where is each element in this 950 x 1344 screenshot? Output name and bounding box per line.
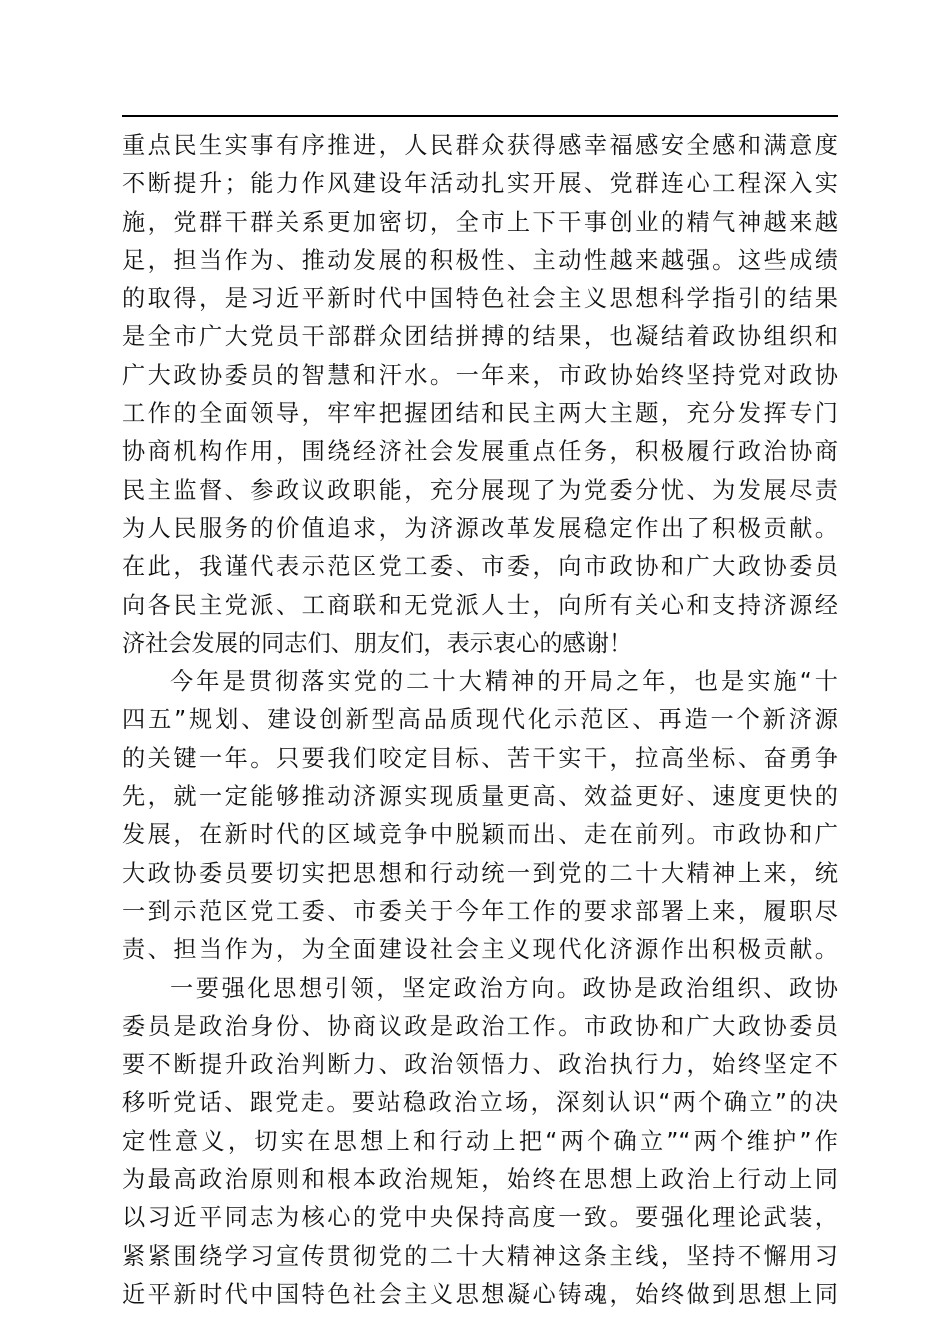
- text-line: 民主监督、参政议政职能，充分展现了为党委分忧、为发展尽责: [122, 476, 838, 504]
- text-line: 的取得，是习近平新时代中国特色社会主义思想科学指引的结果: [122, 285, 838, 313]
- text-line: 发展，在新时代的区域竞争中脱颖而出、走在前列。市政协和广: [122, 821, 838, 849]
- text-line: 以习近平同志为核心的党中央保持高度一致。要强化理论武装，: [122, 1204, 838, 1232]
- text-line: 不断提升；能力作风建设年活动扎实开展、党群连心工程深入实: [122, 170, 838, 198]
- text-line: 近平新时代中国特色社会主义思想凝心铸魂，始终做到思想上同: [122, 1280, 838, 1308]
- text-line: 先，就一定能够推动济源实现质量更高、效益更好、速度更快的: [122, 783, 838, 811]
- text-line: 移听党话、跟党走。要站稳政治立场，深刻认识“两个确立”的决: [122, 1089, 838, 1117]
- text-line: 委员是政治身份、协商议政是政治工作。市政协和广大政协委员: [122, 1012, 838, 1040]
- text-line: 重点民生实事有序推进，人民群众获得感幸福感安全感和满意度: [122, 132, 838, 159]
- text-line: 的关键一年。只要我们咬定目标、苦干实干，拉高坐标、奋勇争: [122, 744, 838, 772]
- text-line: 广大政协委员的智慧和汗水。一年来，市政协始终坚持党对政协: [122, 361, 838, 389]
- text-line: 济社会发展的同志们、朋友们，表示衷心的感谢！: [122, 629, 633, 657]
- text-line: 协商机构作用，围绕经济社会发展重点任务，积极履行政治协商: [122, 438, 838, 466]
- text-line: 施，党群干群关系更加密切，全市上下干事创业的精气神越来越: [122, 208, 838, 236]
- paragraph-first-line: 今年是贯彻落实党的二十大精神的开局之年，也是实施“十: [170, 668, 838, 696]
- text-line: 紧紧围绕学习宣传贯彻党的二十大精神这条主线，坚持不懈用习: [122, 1242, 838, 1270]
- text-line: 定性意义，切实在思想上和行动上把“两个确立”“两个维护”作: [122, 1127, 838, 1155]
- text-line: 一到示范区党工委、市委关于今年工作的要求部署上来，履职尽: [122, 897, 838, 925]
- text-line: 四五”规划、建设创新型高品质现代化示范区、再造一个新济源: [122, 706, 838, 734]
- text-line: 要不断提升政治判断力、政治领悟力、政治执行力，始终坚定不: [122, 1051, 838, 1079]
- text-line: 工作的全面领导，牢牢把握团结和民主两大主题，充分发挥专门: [122, 400, 838, 428]
- text-line: 为最高政治原则和根本政治规矩，始终在思想上政治上行动上同: [122, 1166, 838, 1194]
- document-body: [122, 127, 838, 1314]
- text-line: 在此，我谨代表示范区党工委、市委，向市政协和广大政协委员: [122, 553, 838, 581]
- text-line: 为人民服务的价值追求，为济源改革发展稳定作出了积极贡献。: [122, 514, 838, 542]
- header-rule: [122, 115, 838, 117]
- paragraph-first-line: 一要强化思想引领，坚定政治方向。政协是政治组织、政协: [170, 974, 838, 1002]
- text-line: 向各民主党派、工商联和无党派人士，向所有关心和支持济源经: [122, 591, 838, 619]
- text-line: 足，担当作为、推动发展的积极性、主动性越来越强。这些成绩: [122, 246, 838, 274]
- text-line: 大政协委员要切实把思想和行动统一到党的二十大精神上来，统: [122, 859, 838, 887]
- text-line: 责、担当作为，为全面建设社会主义现代化济源作出积极贡献。: [122, 936, 838, 964]
- text-line: 是全市广大党员干部群众团结拼搏的结果，也凝结着政协组织和: [122, 323, 838, 351]
